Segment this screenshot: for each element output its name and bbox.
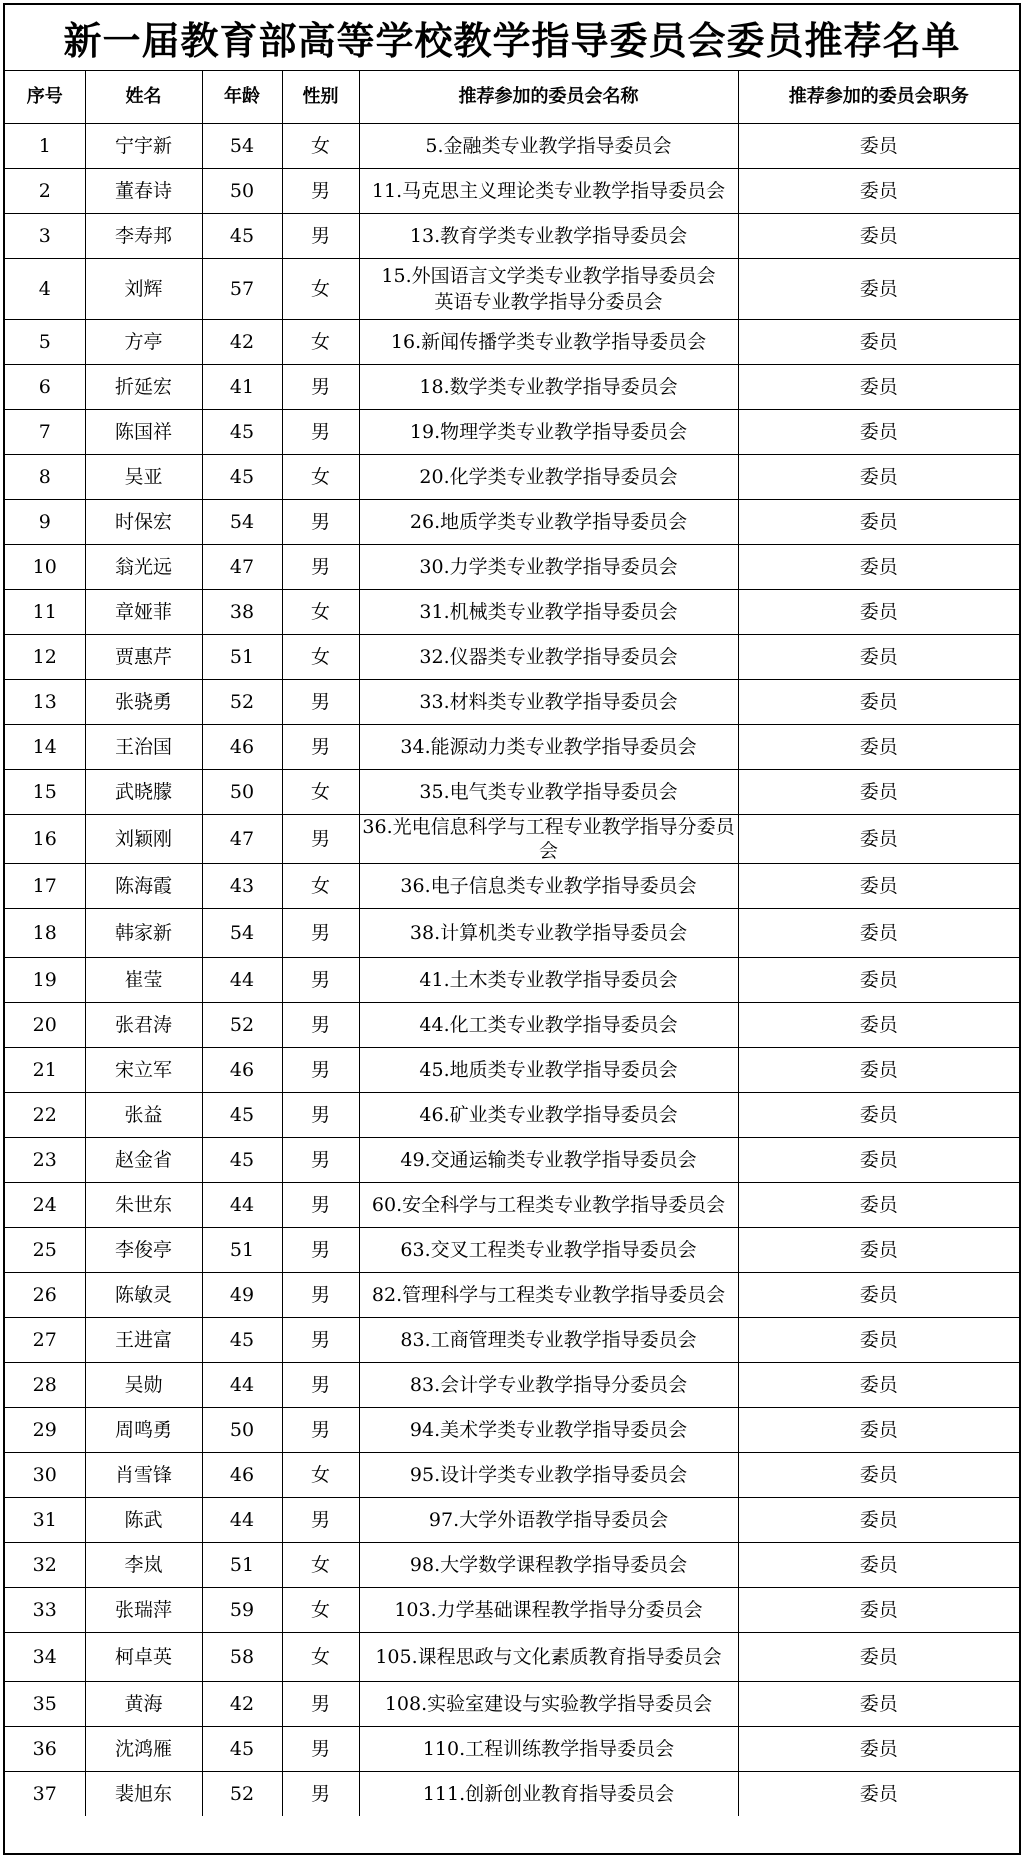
cell-name: 折延宏	[85, 365, 202, 410]
cell-committee: 98.大学数学课程教学指导委员会	[359, 1543, 738, 1588]
cell-gender: 男	[282, 815, 359, 864]
cell-position: 委员	[738, 958, 1019, 1003]
cell-name: 张瑞萍	[85, 1588, 202, 1633]
cell-committee: 44.化工类专业教学指导委员会	[359, 1003, 738, 1048]
cell-committee: 32.仪器类专业教学指导委员会	[359, 635, 738, 680]
cell-committee: 20.化学类专业教学指导委员会	[359, 455, 738, 500]
cell-position: 委员	[738, 455, 1019, 500]
cell-gender: 女	[282, 455, 359, 500]
cell-committee: 26.地质学类专业教学指导委员会	[359, 500, 738, 545]
table-row	[5, 1048, 1019, 1093]
cell-age: 45	[202, 1138, 282, 1183]
cell-gender: 女	[282, 635, 359, 680]
cell-index: 16	[5, 815, 85, 864]
cell-name: 陈敏灵	[85, 1273, 202, 1318]
cell-name: 时保宏	[85, 500, 202, 545]
cell-position: 委员	[738, 680, 1019, 725]
table-row	[5, 124, 1019, 169]
cell-gender: 男	[282, 214, 359, 259]
cell-gender: 女	[282, 1588, 359, 1633]
cell-position: 委员	[738, 1588, 1019, 1633]
cell-committee: 19.物理学类专业教学指导委员会	[359, 410, 738, 455]
cell-position: 委员	[738, 1183, 1019, 1228]
recommendation-table	[5, 71, 1019, 1816]
cell-gender: 男	[282, 1772, 359, 1817]
committee-line-2: 英语专业教学指导分委员会	[434, 291, 663, 313]
cell-gender: 男	[282, 410, 359, 455]
cell-committee: 45.地质类专业教学指导委员会	[359, 1048, 738, 1093]
table-row	[5, 1772, 1019, 1817]
cell-committee: 18.数学类专业教学指导委员会	[359, 365, 738, 410]
cell-position: 委员	[738, 545, 1019, 590]
table-row	[5, 725, 1019, 770]
cell-age: 47	[202, 815, 282, 864]
cell-gender: 男	[282, 1093, 359, 1138]
cell-age: 59	[202, 1588, 282, 1633]
cell-position: 委员	[738, 1363, 1019, 1408]
cell-name: 陈国祥	[85, 410, 202, 455]
cell-position: 委员	[738, 1048, 1019, 1093]
cell-name: 吴勋	[85, 1363, 202, 1408]
cell-position: 委员	[738, 259, 1019, 320]
cell-age: 44	[202, 1363, 282, 1408]
cell-name: 方亭	[85, 320, 202, 365]
cell-gender: 男	[282, 909, 359, 958]
cell-committee: 83.工商管理类专业教学指导委员会	[359, 1318, 738, 1363]
cell-gender: 男	[282, 1498, 359, 1543]
cell-position: 委员	[738, 725, 1019, 770]
table-row	[5, 365, 1019, 410]
document-title: 新一届教育部高等学校教学指导委员会委员推荐名单	[5, 5, 1019, 71]
cell-committee: 49.交通运输类专业教学指导委员会	[359, 1138, 738, 1183]
cell-committee: 83.会计学专业教学指导分委员会	[359, 1363, 738, 1408]
header-committee: 推荐参加的委员会名称	[359, 71, 738, 124]
cell-index: 21	[5, 1048, 85, 1093]
table-row	[5, 680, 1019, 725]
cell-age: 50	[202, 1408, 282, 1453]
cell-committee: 95.设计学类专业教学指导委员会	[359, 1453, 738, 1498]
cell-position: 委员	[738, 1727, 1019, 1772]
table-row	[5, 590, 1019, 635]
cell-gender: 女	[282, 1453, 359, 1498]
cell-age: 58	[202, 1633, 282, 1682]
cell-gender: 男	[282, 1003, 359, 1048]
cell-name: 武晓朦	[85, 770, 202, 815]
cell-age: 46	[202, 1048, 282, 1093]
table-row	[5, 864, 1019, 909]
cell-index: 29	[5, 1408, 85, 1453]
cell-gender: 男	[282, 958, 359, 1003]
cell-committee: 94.美术学类专业教学指导委员会	[359, 1408, 738, 1453]
cell-index: 13	[5, 680, 85, 725]
cell-index: 7	[5, 410, 85, 455]
cell-gender: 男	[282, 725, 359, 770]
cell-position: 委员	[738, 770, 1019, 815]
cell-age: 50	[202, 770, 282, 815]
cell-committee: 46.矿业类专业教学指导委员会	[359, 1093, 738, 1138]
cell-gender: 女	[282, 864, 359, 909]
cell-age: 51	[202, 1228, 282, 1273]
committee-line-1: 15.外国语言文学类专业教学指导委员会	[381, 265, 716, 287]
table-row	[5, 169, 1019, 214]
table-row	[5, 320, 1019, 365]
cell-index: 33	[5, 1588, 85, 1633]
cell-committee: 5.金融类专业教学指导委员会	[359, 124, 738, 169]
cell-position: 委员	[738, 1003, 1019, 1048]
cell-name: 陈武	[85, 1498, 202, 1543]
table-row	[5, 1588, 1019, 1633]
cell-index: 10	[5, 545, 85, 590]
cell-committee: 60.安全科学与工程类专业教学指导委员会	[359, 1183, 738, 1228]
cell-position: 委员	[738, 169, 1019, 214]
cell-committee: 110.工程训练教学指导委员会	[359, 1727, 738, 1772]
cell-age: 44	[202, 958, 282, 1003]
cell-index: 14	[5, 725, 85, 770]
header-age: 年龄	[202, 71, 282, 124]
cell-age: 42	[202, 320, 282, 365]
cell-committee: 13.教育学类专业教学指导委员会	[359, 214, 738, 259]
cell-name: 黄海	[85, 1682, 202, 1727]
table-row	[5, 1183, 1019, 1228]
cell-index: 37	[5, 1772, 85, 1817]
cell-gender: 男	[282, 1138, 359, 1183]
cell-index: 3	[5, 214, 85, 259]
cell-committee: 36.电子信息类专业教学指导委员会	[359, 864, 738, 909]
cell-age: 45	[202, 455, 282, 500]
cell-gender: 女	[282, 590, 359, 635]
cell-gender: 男	[282, 500, 359, 545]
cell-position: 委员	[738, 1138, 1019, 1183]
cell-gender: 男	[282, 1183, 359, 1228]
table-row	[5, 410, 1019, 455]
table-row	[5, 1453, 1019, 1498]
table-row	[5, 455, 1019, 500]
cell-gender: 女	[282, 124, 359, 169]
cell-age: 52	[202, 1003, 282, 1048]
header-index: 序号	[5, 71, 85, 124]
table-row	[5, 909, 1019, 958]
cell-name: 李岚	[85, 1543, 202, 1588]
cell-committee: 63.交叉工程类专业教学指导委员会	[359, 1228, 738, 1273]
cell-gender: 男	[282, 1318, 359, 1363]
table-row	[5, 815, 1019, 864]
cell-committee: 34.能源动力类专业教学指导委员会	[359, 725, 738, 770]
cell-committee: 36.光电信息科学与工程专业教学指导分委员会	[359, 815, 738, 864]
cell-index: 32	[5, 1543, 85, 1588]
cell-index: 27	[5, 1318, 85, 1363]
cell-name: 董春诗	[85, 169, 202, 214]
cell-index: 31	[5, 1498, 85, 1543]
table-row	[5, 259, 1019, 320]
cell-position: 委员	[738, 1633, 1019, 1682]
cell-position: 委员	[738, 1318, 1019, 1363]
cell-age: 38	[202, 590, 282, 635]
cell-index: 9	[5, 500, 85, 545]
cell-name: 崔莹	[85, 958, 202, 1003]
cell-name: 张骁勇	[85, 680, 202, 725]
cell-gender: 女	[282, 320, 359, 365]
table-row	[5, 1408, 1019, 1453]
cell-position: 委员	[738, 1543, 1019, 1588]
cell-committee: 41.土木类专业教学指导委员会	[359, 958, 738, 1003]
cell-committee: 103.力学基础课程教学指导分委员会	[359, 1588, 738, 1633]
cell-position: 委员	[738, 1408, 1019, 1453]
cell-name: 王进富	[85, 1318, 202, 1363]
cell-position: 委员	[738, 864, 1019, 909]
cell-index: 30	[5, 1453, 85, 1498]
cell-index: 19	[5, 958, 85, 1003]
cell-position: 委员	[738, 124, 1019, 169]
cell-position: 委员	[738, 365, 1019, 410]
table-row	[5, 1498, 1019, 1543]
table-row	[5, 1682, 1019, 1727]
table-row	[5, 1273, 1019, 1318]
cell-position: 委员	[738, 1273, 1019, 1318]
cell-index: 28	[5, 1363, 85, 1408]
cell-index: 24	[5, 1183, 85, 1228]
cell-gender: 男	[282, 1048, 359, 1093]
cell-gender: 男	[282, 1363, 359, 1408]
cell-gender: 女	[282, 259, 359, 320]
cell-gender: 男	[282, 169, 359, 214]
cell-committee: 38.计算机类专业教学指导委员会	[359, 909, 738, 958]
cell-name: 吴亚	[85, 455, 202, 500]
cell-name: 韩家新	[85, 909, 202, 958]
cell-index: 2	[5, 169, 85, 214]
cell-index: 11	[5, 590, 85, 635]
header-position: 推荐参加的委员会职务	[738, 71, 1019, 124]
cell-position: 委员	[738, 410, 1019, 455]
table-row	[5, 770, 1019, 815]
cell-committee: 16.新闻传播学类专业教学指导委员会	[359, 320, 738, 365]
cell-name: 宋立军	[85, 1048, 202, 1093]
cell-committee: 35.电气类专业教学指导委员会	[359, 770, 738, 815]
cell-age: 41	[202, 365, 282, 410]
cell-gender: 男	[282, 365, 359, 410]
cell-age: 51	[202, 635, 282, 680]
cell-age: 57	[202, 259, 282, 320]
cell-index: 23	[5, 1138, 85, 1183]
table-row	[5, 958, 1019, 1003]
cell-committee: 11.马克思主义理论类专业教学指导委员会	[359, 169, 738, 214]
header-row	[5, 71, 1019, 124]
table-row	[5, 1633, 1019, 1682]
cell-index: 6	[5, 365, 85, 410]
cell-index: 1	[5, 124, 85, 169]
table-row	[5, 1093, 1019, 1138]
table-row	[5, 214, 1019, 259]
cell-position: 委员	[738, 1093, 1019, 1138]
document-sheet	[3, 3, 1021, 1855]
cell-position: 委员	[738, 635, 1019, 680]
table-row	[5, 1543, 1019, 1588]
cell-name: 裴旭东	[85, 1772, 202, 1817]
cell-age: 54	[202, 124, 282, 169]
cell-name: 张益	[85, 1093, 202, 1138]
cell-position: 委员	[738, 1453, 1019, 1498]
cell-name: 沈鸿雁	[85, 1727, 202, 1772]
cell-index: 26	[5, 1273, 85, 1318]
cell-gender: 女	[282, 1633, 359, 1682]
cell-committee: 111.创新创业教育指导委员会	[359, 1772, 738, 1817]
cell-age: 44	[202, 1498, 282, 1543]
cell-index: 15	[5, 770, 85, 815]
table-row	[5, 1727, 1019, 1772]
cell-age: 45	[202, 214, 282, 259]
header-name: 姓名	[85, 71, 202, 124]
cell-gender: 女	[282, 1543, 359, 1588]
cell-age: 52	[202, 1772, 282, 1817]
cell-name: 朱世东	[85, 1183, 202, 1228]
cell-index: 5	[5, 320, 85, 365]
cell-name: 翁光远	[85, 545, 202, 590]
cell-name: 刘辉	[85, 259, 202, 320]
cell-position: 委员	[738, 1228, 1019, 1273]
cell-name: 贾惠芹	[85, 635, 202, 680]
cell-index: 36	[5, 1727, 85, 1772]
cell-age: 46	[202, 725, 282, 770]
cell-age: 44	[202, 1183, 282, 1228]
table-row	[5, 1138, 1019, 1183]
cell-age: 54	[202, 909, 282, 958]
cell-position: 委员	[738, 500, 1019, 545]
cell-age: 46	[202, 1453, 282, 1498]
cell-index: 17	[5, 864, 85, 909]
cell-age: 49	[202, 1273, 282, 1318]
cell-committee: 33.材料类专业教学指导委员会	[359, 680, 738, 725]
cell-position: 委员	[738, 815, 1019, 864]
cell-age: 52	[202, 680, 282, 725]
table-row	[5, 1228, 1019, 1273]
cell-position: 委员	[738, 1682, 1019, 1727]
cell-age: 47	[202, 545, 282, 590]
table-row	[5, 635, 1019, 680]
cell-name: 赵金省	[85, 1138, 202, 1183]
cell-committee: 30.力学类专业教学指导委员会	[359, 545, 738, 590]
cell-index: 34	[5, 1633, 85, 1682]
cell-gender: 男	[282, 545, 359, 590]
cell-index: 35	[5, 1682, 85, 1727]
cell-name: 肖雪锋	[85, 1453, 202, 1498]
cell-name: 周鸣勇	[85, 1408, 202, 1453]
cell-age: 45	[202, 410, 282, 455]
cell-name: 王治国	[85, 725, 202, 770]
cell-position: 委员	[738, 320, 1019, 365]
cell-index: 4	[5, 259, 85, 320]
cell-index: 25	[5, 1228, 85, 1273]
cell-position: 委员	[738, 1498, 1019, 1543]
cell-index: 18	[5, 909, 85, 958]
cell-name: 李俊亭	[85, 1228, 202, 1273]
cell-index: 20	[5, 1003, 85, 1048]
cell-name: 张君涛	[85, 1003, 202, 1048]
cell-name: 宁宇新	[85, 124, 202, 169]
cell-index: 22	[5, 1093, 85, 1138]
cell-committee: 105.课程思政与文化素质教育指导委员会	[359, 1633, 738, 1682]
cell-age: 54	[202, 500, 282, 545]
table-row	[5, 545, 1019, 590]
cell-gender: 男	[282, 1228, 359, 1273]
cell-age: 45	[202, 1093, 282, 1138]
header-gender: 性别	[282, 71, 359, 124]
cell-gender: 男	[282, 1727, 359, 1772]
cell-committee	[359, 259, 738, 320]
cell-age: 43	[202, 864, 282, 909]
cell-gender: 男	[282, 1273, 359, 1318]
cell-gender: 男	[282, 1682, 359, 1727]
cell-name: 李寿邦	[85, 214, 202, 259]
cell-name: 刘颖刚	[85, 815, 202, 864]
cell-committee: 97.大学外语教学指导委员会	[359, 1498, 738, 1543]
cell-name: 柯卓英	[85, 1633, 202, 1682]
table-row	[5, 1003, 1019, 1048]
cell-committee: 82.管理科学与工程类专业教学指导委员会	[359, 1273, 738, 1318]
cell-name: 章娅菲	[85, 590, 202, 635]
cell-committee: 108.实验室建设与实验教学指导委员会	[359, 1682, 738, 1727]
cell-position: 委员	[738, 590, 1019, 635]
cell-age: 51	[202, 1543, 282, 1588]
cell-index: 12	[5, 635, 85, 680]
cell-position: 委员	[738, 909, 1019, 958]
cell-position: 委员	[738, 214, 1019, 259]
cell-age: 45	[202, 1727, 282, 1772]
table-row	[5, 500, 1019, 545]
cell-position: 委员	[738, 1772, 1019, 1817]
table-row	[5, 1363, 1019, 1408]
cell-age: 45	[202, 1318, 282, 1363]
cell-index: 8	[5, 455, 85, 500]
cell-committee: 31.机械类专业教学指导委员会	[359, 590, 738, 635]
cell-age: 50	[202, 169, 282, 214]
cell-age: 42	[202, 1682, 282, 1727]
cell-gender: 女	[282, 770, 359, 815]
table-row	[5, 1318, 1019, 1363]
cell-name: 陈海霞	[85, 864, 202, 909]
cell-gender: 男	[282, 1408, 359, 1453]
cell-gender: 男	[282, 680, 359, 725]
